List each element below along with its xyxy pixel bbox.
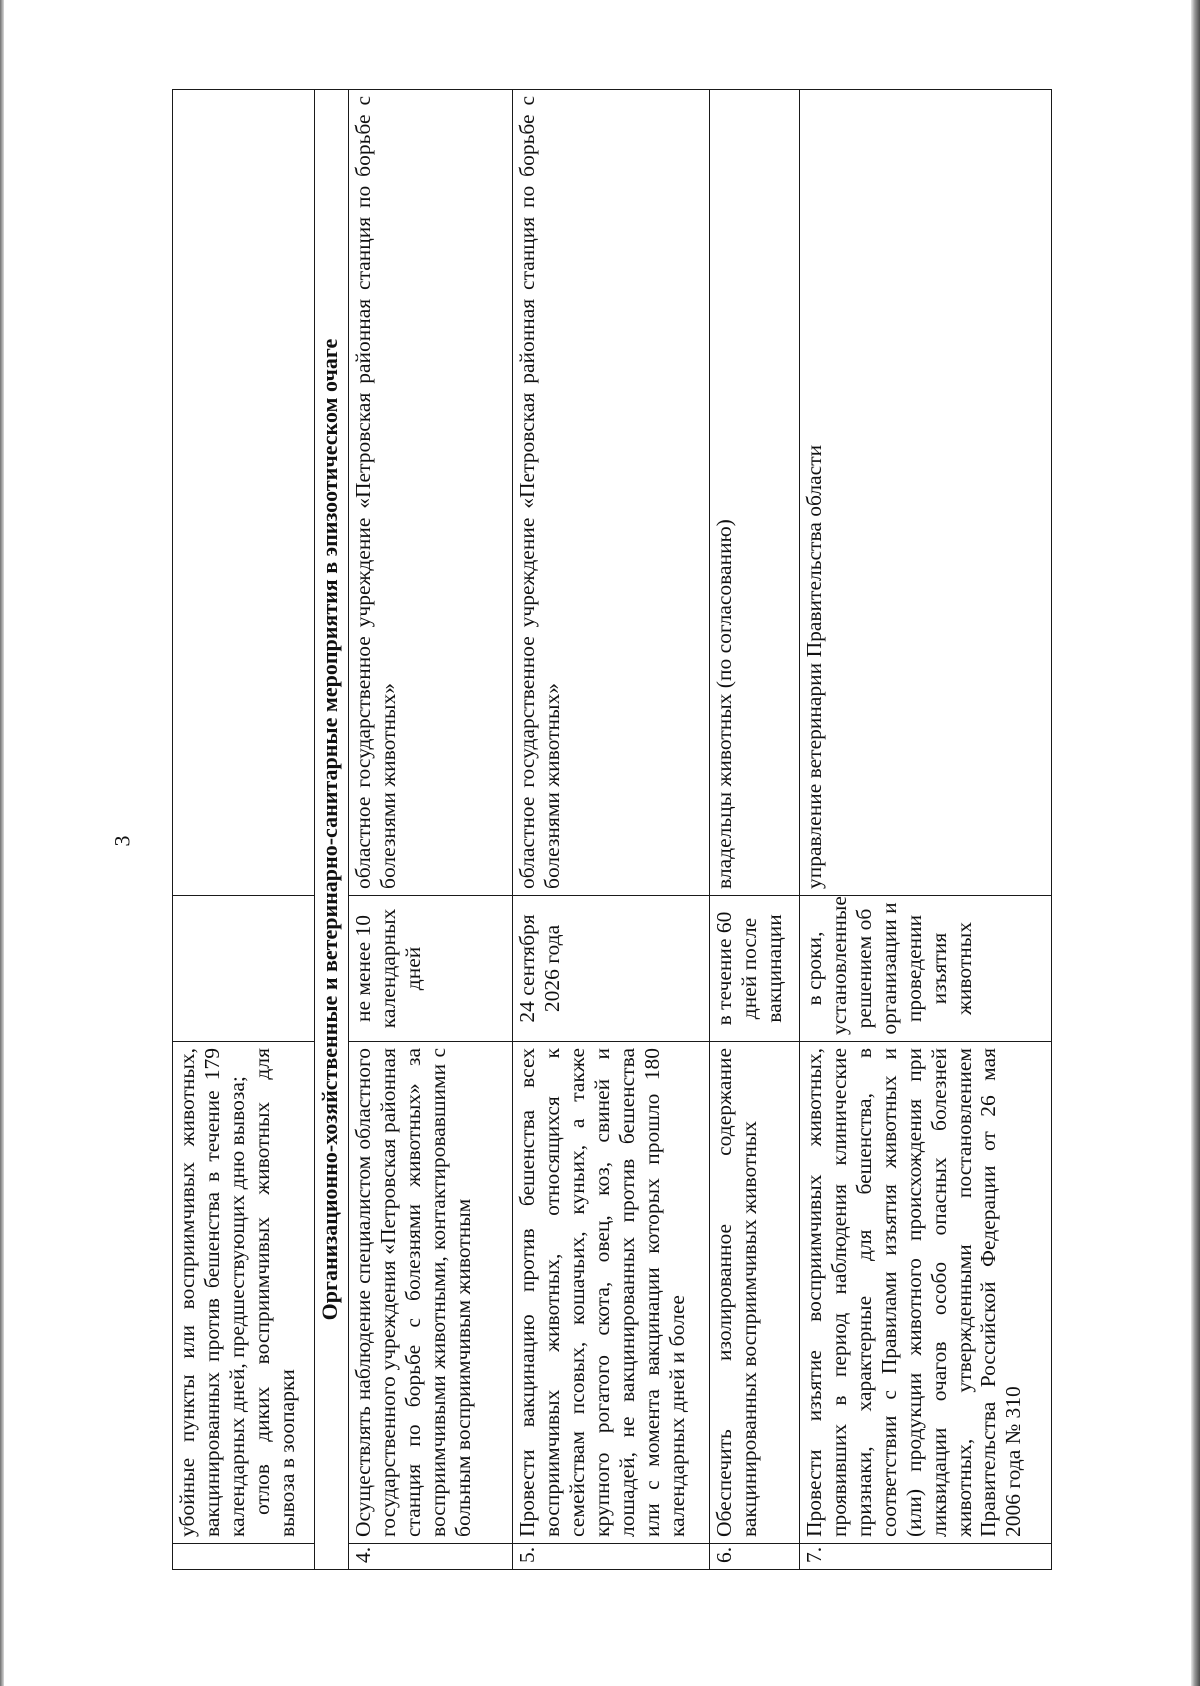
section-heading-row: [315, 90, 348, 1570]
action-text: Провести изъятие восприимчивых животных, проявивших в период наблюдения клинические признаки, характерные для бешенства, в соответствии с Правилами изъятия животных и (или) продукции животного происхождения при ликвидации очагов особо опасных болезней животных, утвержденными постановлением Правительства Российской Федерации от 26 мая 2006 года № 310: [799, 1042, 1051, 1544]
action-text: Осуществлять наблюдение специалистом областного государственного учреждения «Петровская районная станция по борьбе с болезнями животных» за восприимчивыми животными, контактировавшими с больным восприимчивым животным: [348, 1042, 512, 1544]
measures-table: [172, 89, 1052, 1570]
section-heading: Организационно-хозяйственные и ветеринарно-санитарные мероприятия в эпизоотическом очаге: [315, 90, 348, 1570]
term-text: в сроки, установленные решением об организации и проведении изъятия животных: [799, 896, 1051, 1042]
continued-line-2: отлов диких восприимчивых животных для вывоза в зоопарки: [249, 1048, 299, 1537]
row-number: 6.: [710, 1544, 800, 1570]
term-text: не менее 10 календарных дней: [348, 896, 512, 1042]
row-number: 4.: [348, 1544, 512, 1570]
responsible-text: владельцы животных (по согласованию): [710, 90, 800, 896]
table-row: [799, 90, 1051, 1570]
responsible-text: областное государственное учреждение «Петровская районная станция по борьбе с болезнями животных»: [513, 90, 710, 896]
rotated-table-container: [172, 90, 1052, 1570]
scan-edge-left: [0, 0, 4, 1686]
row-number: 5.: [513, 1544, 710, 1570]
action-text: Обеспечить изолированное содержание вакцинированных восприимчивых животных: [710, 1042, 800, 1544]
table-row-continued: [173, 90, 315, 1570]
action-cell: [173, 1042, 315, 1544]
table-row: [513, 90, 710, 1570]
term-cell: [173, 896, 315, 1042]
page-number: 3: [109, 835, 135, 847]
continued-line-1: убойные пункты или восприимчивых животных, вакцинированных против бешенства в течение 179 календарных дней, предшествующих дню вывоза;: [175, 1048, 249, 1537]
action-text: Провести вакцинацию против бешенства всех восприимчивых животных, относящихся к семействам псовых, кошачьих, куньих, а также крупного рогатого скота, овец, коз, свиней и лошадей, не вакцинированных против бешенства или с момента вакцинации которых прошло 180 календарных дней и более: [513, 1042, 710, 1544]
responsible-text: управление ветеринарии Правительства области: [799, 90, 1051, 896]
table-row: [710, 90, 800, 1570]
table-row: [348, 90, 512, 1570]
row-number: 7.: [799, 1544, 1051, 1570]
term-text: 24 сентября 2026 года: [513, 896, 710, 1042]
responsible-text: областное государственное учреждение «Петровская районная станция по борьбе с болезнями животных»: [348, 90, 512, 896]
scan-edge-right: [1191, 0, 1200, 1686]
row-number-cell: [173, 1544, 315, 1570]
responsible-cell: [173, 90, 315, 896]
term-text: в течение 60 дней после вакцинации: [710, 896, 800, 1042]
